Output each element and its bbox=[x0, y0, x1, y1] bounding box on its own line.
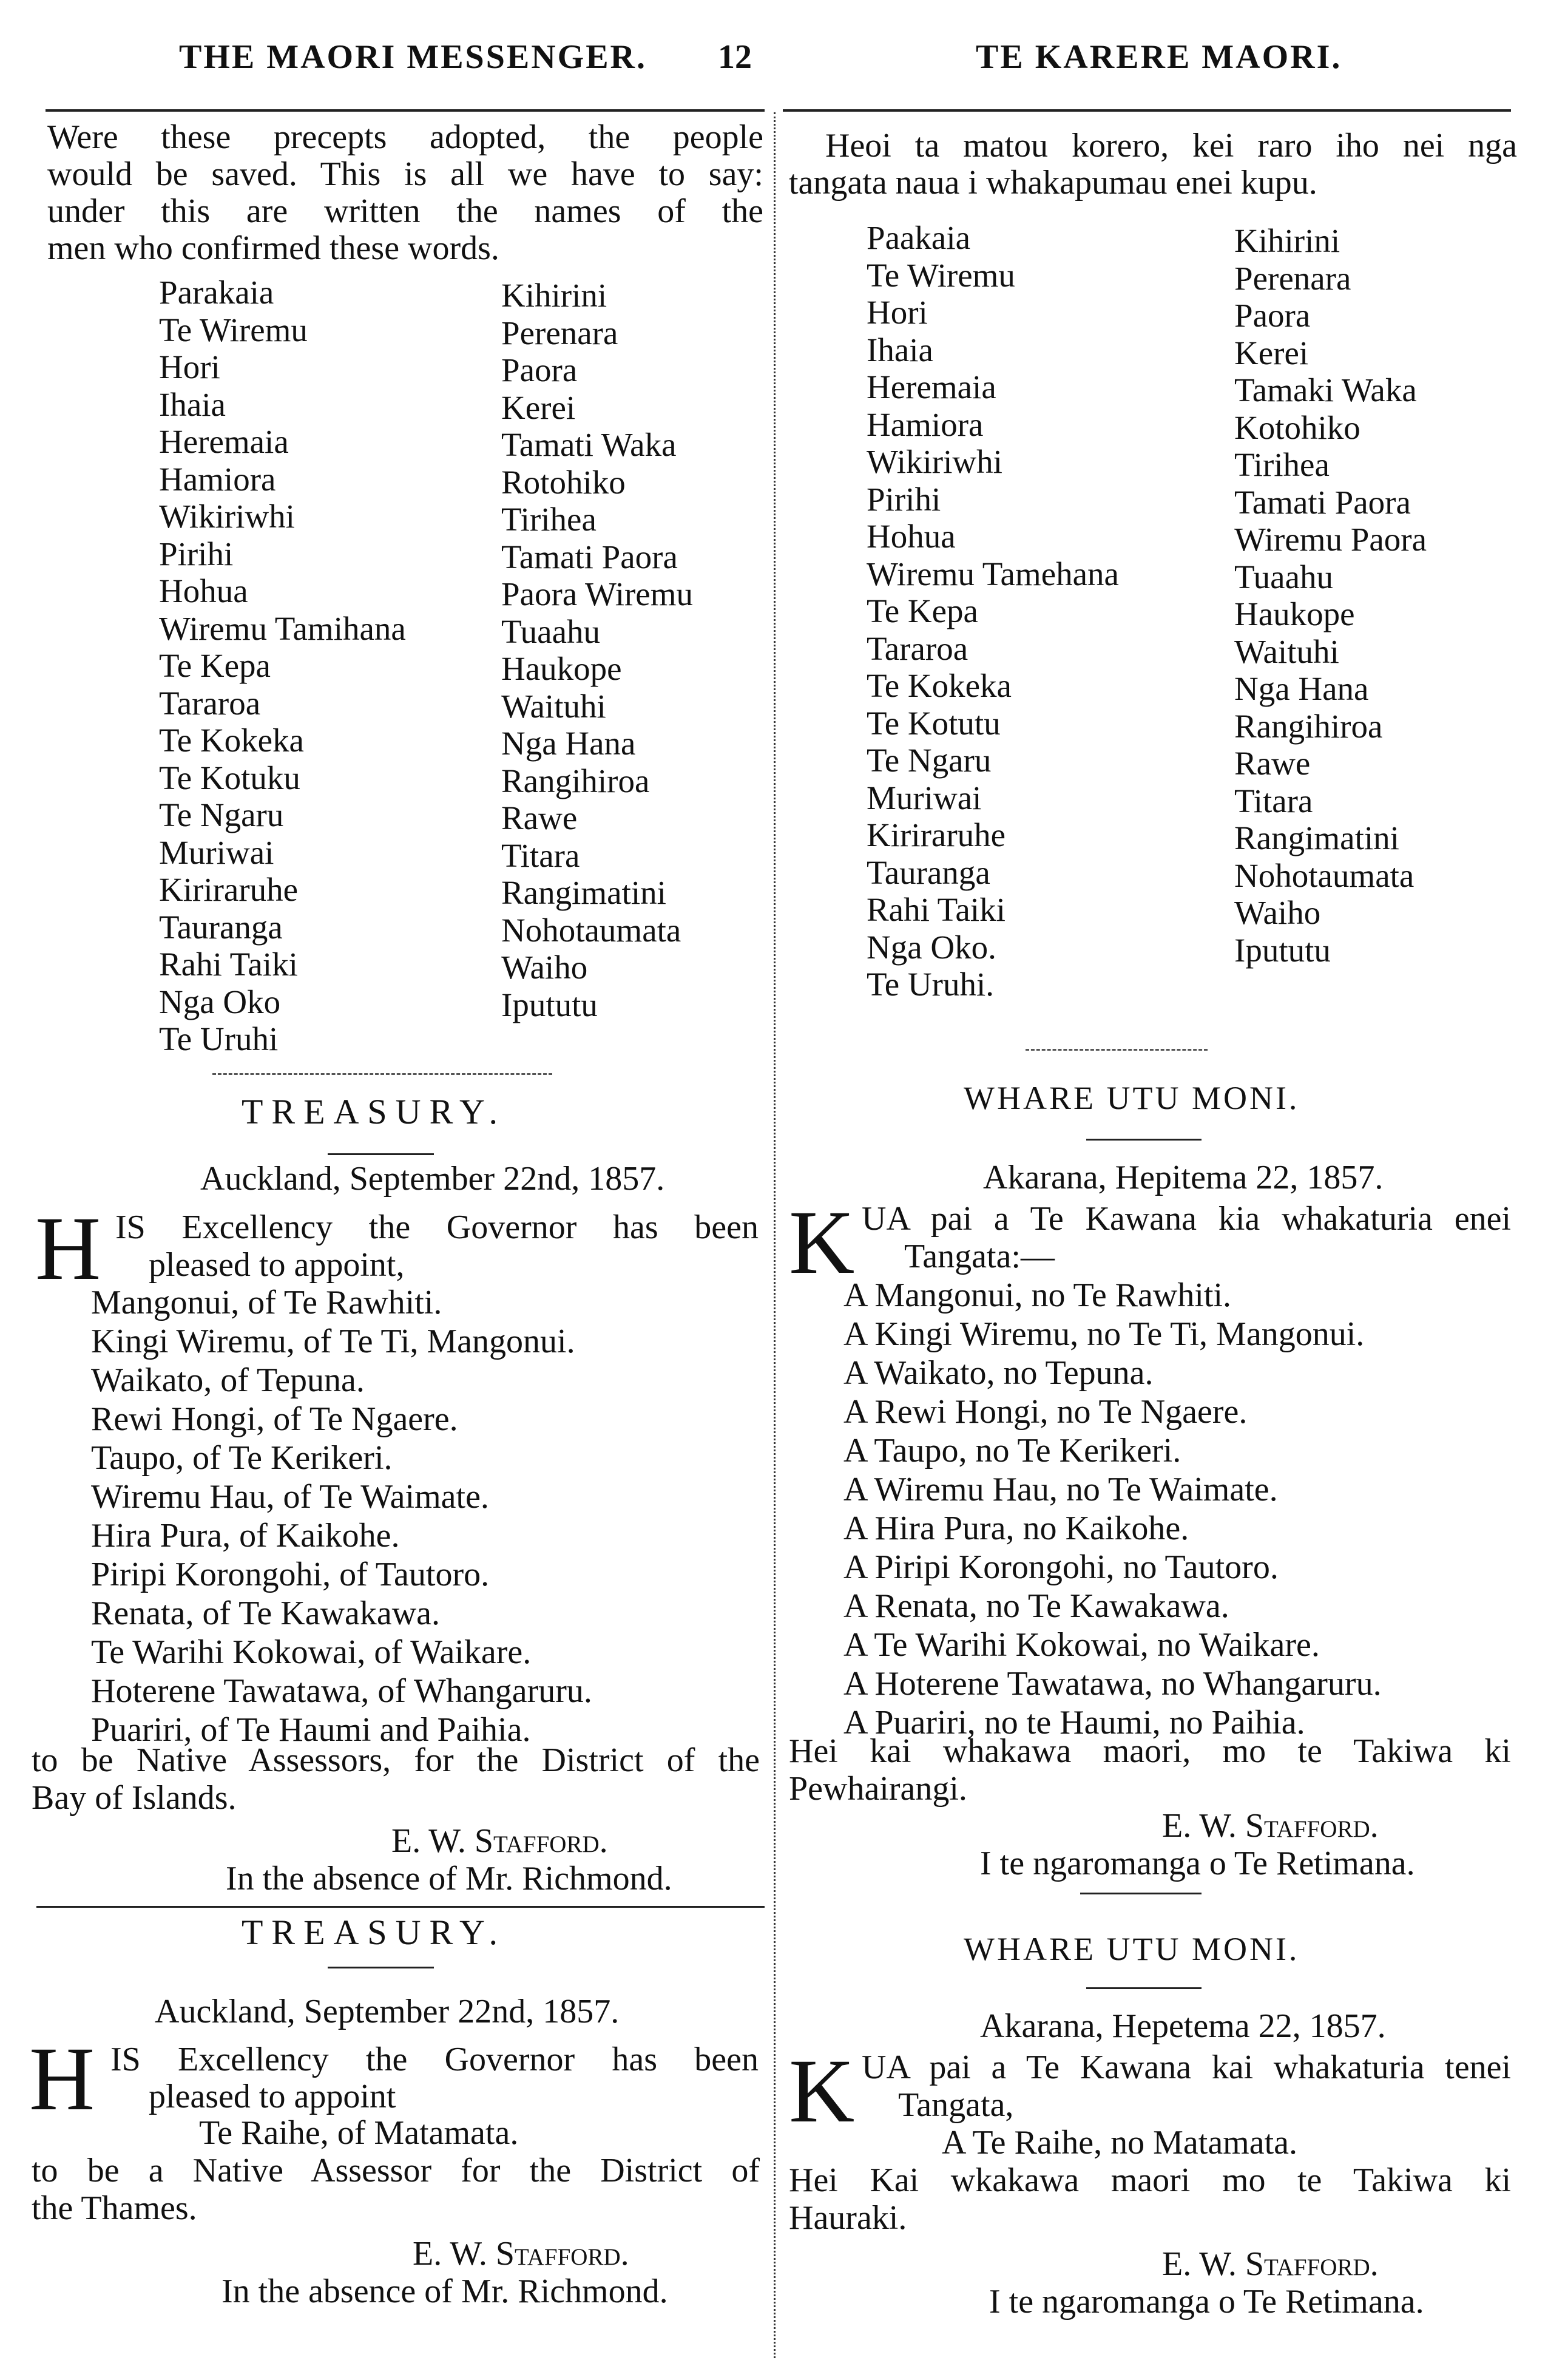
left-appointee-5: Taupo, of Te Kerikeri. bbox=[91, 1439, 393, 1477]
left-names-col1 bbox=[159, 274, 406, 1058]
right-notice2-closing1: Hei Kai wkakawa maori mo te Takiwa ki bbox=[789, 2161, 1511, 2199]
right-notice1-title-rule bbox=[1086, 1139, 1202, 1141]
right-name2-8: Tamati Paora bbox=[1234, 483, 1411, 521]
right-notice1-signature: E. W. Stafford. bbox=[1162, 1807, 1379, 1845]
left-name-5: Heremaia bbox=[159, 423, 289, 460]
right-name2-13: Nga Hana bbox=[1234, 670, 1369, 707]
left-name-16: Muriwai bbox=[159, 833, 274, 871]
right-name2-11: Haukope bbox=[1234, 595, 1355, 632]
left-name-12: Tararoa bbox=[159, 684, 261, 722]
left-notice1-dropcap: H bbox=[35, 1198, 101, 1299]
right-notice1-absence: I te ngaromanga o Te Retimana. bbox=[980, 1845, 1415, 1882]
left-appointee-8: Piripi Korongohi, of Tautoro. bbox=[91, 1556, 490, 1593]
right-name2-9: Wiremu Paora bbox=[1234, 521, 1427, 558]
right-name2-7: Tirihea bbox=[1234, 446, 1330, 483]
left-intro-line-2: would be saved. This is all we have to say: bbox=[47, 155, 763, 193]
left-notice2-title-rule bbox=[328, 1967, 434, 1968]
right-name-17: Kiriraruhe bbox=[867, 816, 1006, 853]
right-appointee-8: A Piripi Korongohi, no Tautoro. bbox=[843, 1548, 1279, 1586]
left-name2-18: Nohotaumata bbox=[501, 911, 681, 949]
right-name2-1: Kihirini bbox=[1234, 222, 1340, 259]
left-appointee-2: Kingi Wiremu, of Te Ti, Mangonui. bbox=[91, 1323, 575, 1360]
header-left-title: THE MAORI MESSENGER. bbox=[179, 38, 647, 76]
left-appointee-4: Rewi Hongi, of Te Ngaere. bbox=[91, 1400, 458, 1438]
left-intro-line-1: Were these precepts adopted, the people bbox=[47, 118, 763, 156]
right-name-19: Rahi Taiki bbox=[867, 891, 1006, 928]
left-name-18: Tauranga bbox=[159, 908, 283, 946]
left-name2-11: Haukope bbox=[501, 650, 622, 687]
left-name2-17: Rangimatini bbox=[501, 874, 666, 911]
right-name-12: Tararoa bbox=[867, 629, 968, 667]
right-name-21: Te Uruhi. bbox=[867, 966, 994, 1003]
left-name-8: Pirihi bbox=[159, 535, 234, 572]
right-notice1-date: Akarana, Hepitema 22, 1857. bbox=[983, 1159, 1384, 1196]
right-appointee-11: A Hoterene Tawatawa, no Whangaruru. bbox=[843, 1665, 1382, 1703]
right-name-8: Pirihi bbox=[867, 480, 941, 518]
right-notice1-title: WHARE UTU MONI. bbox=[964, 1080, 1300, 1116]
right-name2-12: Waituhi bbox=[1234, 632, 1339, 670]
left-notice1-date: Auckland, September 22nd, 1857. bbox=[200, 1160, 665, 1198]
right-appointee-6: A Wiremu Hau, no Te Waimate. bbox=[843, 1471, 1278, 1508]
left-notice2-appointee: Te Raihe, of Matamata. bbox=[199, 2114, 519, 2152]
right-name2-2: Perenara bbox=[1234, 259, 1351, 297]
left-appointee-3: Waikato, of Tepuna. bbox=[91, 1361, 365, 1399]
left-appointee-6: Wiremu Hau, of Te Waimate. bbox=[91, 1478, 489, 1516]
right-name-10: Wiremu Tamehana bbox=[867, 555, 1119, 592]
right-separator-1 bbox=[1026, 1049, 1208, 1052]
left-name2-1: Kihirini bbox=[501, 277, 607, 314]
right-names-col1 bbox=[867, 219, 1119, 1003]
left-name2-13: Nga Hana bbox=[501, 725, 636, 762]
right-intro bbox=[789, 127, 1517, 202]
left-name2-8: Tamati Paora bbox=[501, 538, 678, 575]
left-notice2-opening2: pleased to appoint bbox=[149, 2078, 396, 2115]
left-name-2: Te Wiremu bbox=[159, 311, 308, 348]
left-notice2-dropcap: H bbox=[29, 2029, 95, 2129]
page-number: 12 bbox=[718, 38, 752, 76]
left-name2-9: Paora Wiremu bbox=[501, 575, 693, 612]
right-notice2-date: Akarana, Hepetema 22, 1857. bbox=[980, 2007, 1386, 2045]
left-intro bbox=[47, 119, 763, 267]
left-name-6: Hamiora bbox=[159, 460, 276, 498]
right-appointee-9: A Renata, no Te Kawakawa. bbox=[843, 1587, 1229, 1625]
left-name2-15: Rawe bbox=[501, 799, 578, 836]
left-name2-14: Rangihiroa bbox=[501, 762, 650, 799]
left-notice2-absence: In the absence of Mr. Richmond. bbox=[221, 2273, 668, 2310]
right-name-13: Te Kokeka bbox=[867, 667, 1012, 704]
right-name2-19: Waiho bbox=[1234, 894, 1321, 931]
left-name-3: Hori bbox=[159, 348, 220, 385]
right-name2-20: Ipututu bbox=[1234, 931, 1331, 969]
right-appointee-3: A Waikato, no Tepuna. bbox=[843, 1354, 1154, 1392]
right-appointee-7: A Hira Pura, no Kaikohe. bbox=[843, 1510, 1189, 1547]
right-name2-15: Rawe bbox=[1234, 745, 1311, 782]
right-appointee-1: A Mangonui, no Te Rawhiti. bbox=[843, 1276, 1232, 1314]
left-name-4: Ihaia bbox=[159, 385, 226, 423]
right-notice1-dropcap: K bbox=[789, 1192, 855, 1293]
left-appointee-9: Renata, of Te Kawakawa. bbox=[91, 1595, 441, 1632]
right-notice2-appointee: A Te Raihe, no Matamata. bbox=[942, 2124, 1298, 2161]
right-notice2-absence: I te ngaromanga o Te Retimana. bbox=[989, 2283, 1424, 2321]
left-notice1-closing2: Bay of Islands. bbox=[32, 1779, 237, 1817]
right-name-3: Hori bbox=[867, 294, 928, 331]
right-name-14: Te Kotutu bbox=[867, 704, 1001, 742]
right-name-20: Nga Oko. bbox=[867, 928, 996, 966]
left-separator-1 bbox=[212, 1073, 552, 1076]
right-notice2-signature: E. W. Stafford. bbox=[1162, 2245, 1379, 2283]
left-name-9: Hohua bbox=[159, 572, 248, 609]
right-notice2-dropcap: K bbox=[789, 2041, 855, 2141]
left-names-col2 bbox=[501, 277, 693, 1023]
right-intro-line-1: Heoi ta matou korero, kei raro iho nei nga bbox=[825, 127, 1517, 164]
left-name2-20: Ipututu bbox=[501, 986, 598, 1023]
right-name-1: Paakaia bbox=[867, 219, 971, 256]
left-notice1-title-rule bbox=[328, 1153, 434, 1155]
left-name2-5: Tamati Waka bbox=[501, 426, 677, 463]
left-notice2-signature: E. W. Stafford. bbox=[413, 2235, 629, 2273]
right-name2-10: Tuaahu bbox=[1234, 558, 1333, 595]
left-appointee-1: Mangonui, of Te Rawhiti. bbox=[91, 1284, 442, 1321]
left-name2-7: Tirihea bbox=[501, 501, 597, 538]
right-notice1-closing1: Hei kai whakawa maori, mo te Takiwa ki bbox=[789, 1732, 1511, 1770]
left-intro-line-4: men who confirmed these words. bbox=[47, 229, 499, 267]
top-rule-right bbox=[783, 109, 1511, 112]
right-notice2-title-rule bbox=[1086, 1987, 1202, 1989]
left-notice1-closing1: to be Native Assessors, for the District of the bbox=[32, 1741, 760, 1779]
left-separator-2 bbox=[36, 1906, 765, 1908]
right-name2-5: Tamaki Waka bbox=[1234, 371, 1417, 409]
left-name-19: Rahi Taiki bbox=[159, 946, 298, 983]
left-notice1-opening2: pleased to appoint, bbox=[149, 1246, 405, 1284]
right-notice1-appointees bbox=[843, 1277, 1382, 1743]
left-name-14: Te Kotuku bbox=[159, 759, 300, 796]
right-notice1-opening2: Tangata:— bbox=[904, 1238, 1055, 1275]
right-names-col2 bbox=[1234, 222, 1427, 969]
left-notice2-title: TREASURY. bbox=[242, 1913, 506, 1952]
left-name-11: Te Kepa bbox=[159, 647, 271, 684]
left-name-15: Te Ngaru bbox=[159, 796, 284, 833]
right-name2-4: Kerei bbox=[1234, 334, 1309, 371]
right-intro-line-2: tangata naua i whakapumau enei kupu. bbox=[789, 164, 1317, 202]
right-name2-14: Rangihiroa bbox=[1234, 707, 1383, 745]
right-appointee-2: A Kingi Wiremu, no Te Ti, Mangonui. bbox=[843, 1315, 1365, 1353]
left-name-13: Te Kokeka bbox=[159, 722, 304, 759]
left-notice1-title: TREASURY. bbox=[242, 1092, 506, 1131]
left-notice1-absence: In the absence of Mr. Richmond. bbox=[226, 1860, 672, 1897]
left-name2-2: Perenara bbox=[501, 314, 618, 351]
left-appointee-7: Hira Pura, of Kaikohe. bbox=[91, 1517, 400, 1554]
left-intro-line-3: under this are written the names of the bbox=[47, 192, 763, 230]
right-notice1-closing2: Pewhairangi. bbox=[789, 1770, 967, 1808]
left-name2-4: Kerei bbox=[501, 388, 576, 426]
right-notice2-closing2: Hauraki. bbox=[789, 2199, 907, 2237]
right-name-15: Te Ngaru bbox=[867, 742, 992, 779]
left-name2-6: Rotohiko bbox=[501, 463, 626, 501]
right-name2-16: Titara bbox=[1234, 782, 1313, 819]
right-name-2: Te Wiremu bbox=[867, 256, 1015, 294]
right-appointee-5: A Taupo, no Te Kerikeri. bbox=[843, 1432, 1181, 1470]
right-name-16: Muriwai bbox=[867, 779, 982, 816]
header-right-title: TE KARERE MAORI. bbox=[976, 38, 1342, 76]
left-notice1-opening: IS Excellency the Governor has been bbox=[115, 1209, 759, 1246]
left-appointee-10: Te Warihi Kokowai, of Waikare. bbox=[91, 1633, 532, 1671]
left-name2-19: Waiho bbox=[501, 949, 588, 986]
left-notice1-appointees bbox=[91, 1284, 592, 1751]
left-notice2-closing2: the Thames. bbox=[32, 2189, 197, 2227]
left-name2-16: Titara bbox=[501, 836, 580, 874]
left-name-17: Kiriraruhe bbox=[159, 871, 299, 908]
right-notice2-title: WHARE UTU MONI. bbox=[964, 1931, 1300, 1967]
right-name-4: Ihaia bbox=[867, 331, 933, 368]
top-rule-left bbox=[46, 109, 765, 112]
left-name-1: Parakaia bbox=[159, 274, 274, 311]
right-name2-6: Kotohiko bbox=[1234, 409, 1360, 446]
right-appointee-4: A Rewi Hongi, no Te Ngaere. bbox=[843, 1393, 1248, 1431]
left-notice2-closing1: to be a Native Assessor for the District of bbox=[32, 2152, 760, 2189]
right-appointee-10: A Te Warihi Kokowai, no Waikare. bbox=[843, 1626, 1320, 1664]
right-notice2-opening: UA pai a Te Kawana kai whakaturia tenei bbox=[862, 2049, 1511, 2086]
column-divider bbox=[774, 112, 776, 2358]
left-appointee-12: Puariri, of Te Haumi and Paihia. bbox=[91, 1711, 531, 1749]
left-name-20: Nga Oko bbox=[159, 983, 281, 1020]
right-name-9: Hohua bbox=[867, 518, 956, 555]
right-name-5: Heremaia bbox=[867, 368, 996, 405]
left-notice1-signature: E. W. Stafford. bbox=[391, 1822, 608, 1860]
right-appointee-12: A Puariri, no te Haumi, no Paihia. bbox=[843, 1704, 1305, 1741]
right-separator-2 bbox=[1080, 1893, 1202, 1894]
right-name2-17: Rangimatini bbox=[1234, 819, 1399, 856]
left-name2-3: Paora bbox=[501, 351, 578, 388]
left-name2-12: Waituhi bbox=[501, 687, 606, 725]
left-notice2-date: Auckland, September 22nd, 1857. bbox=[155, 1993, 620, 2030]
right-name-18: Tauranga bbox=[867, 853, 990, 891]
left-name-21: Te Uruhi bbox=[159, 1020, 279, 1057]
right-notice1-opening: UA pai a Te Kawana kia whakaturia enei bbox=[862, 1200, 1511, 1238]
left-notice2-opening: IS Excellency the Governor has been bbox=[110, 2041, 759, 2078]
left-name-7: Wikiriwhi bbox=[159, 498, 295, 535]
right-name2-3: Paora bbox=[1234, 297, 1311, 334]
right-name-6: Hamiora bbox=[867, 405, 984, 443]
right-notice2-opening2: Tangata, bbox=[898, 2086, 1014, 2124]
right-name2-18: Nohotaumata bbox=[1234, 856, 1414, 894]
right-name-11: Te Kepa bbox=[867, 592, 978, 629]
right-name-7: Wikiriwhi bbox=[867, 443, 1002, 480]
left-appointee-11: Hoterene Tawatawa, of Whangaruru. bbox=[91, 1672, 592, 1710]
left-name-10: Wiremu Tamihana bbox=[159, 609, 406, 647]
left-name2-10: Tuaahu bbox=[501, 612, 600, 650]
